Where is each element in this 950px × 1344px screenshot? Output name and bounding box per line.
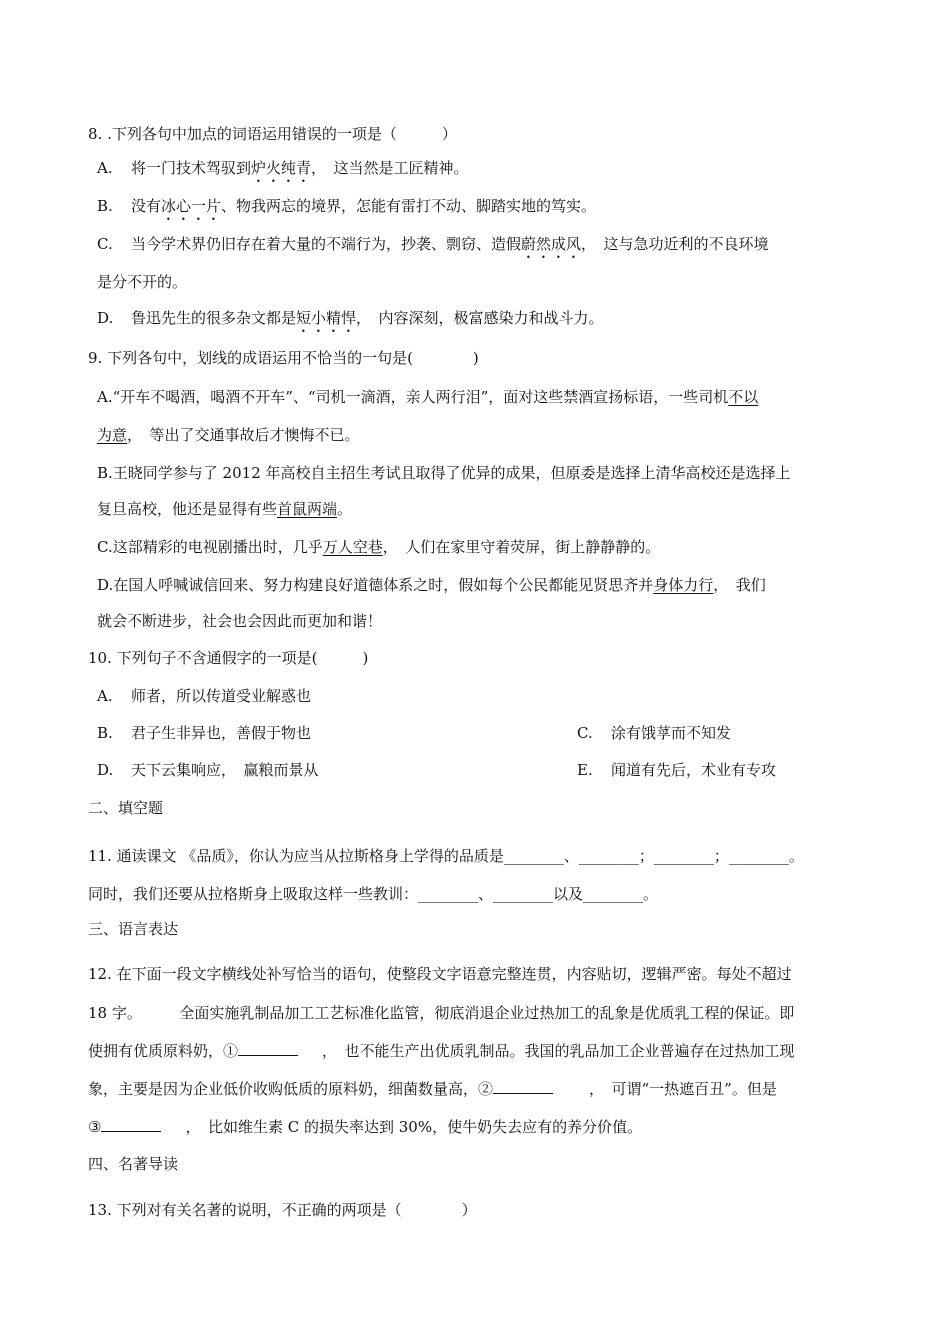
dotted-phrase: 炉火纯青	[251, 159, 312, 177]
underlined-idiom: 不以	[728, 388, 759, 406]
answer-blank-2[interactable]	[493, 1079, 553, 1094]
q9-option-b: B.王晓同学参与了 2012 年高校自主招生考试且取得了优异的成果，但原委是选择上清华高校还是选择上	[97, 464, 791, 482]
q12-line1: 12. 在下面一段文字横线处补写恰当的语句，使整段文字语意完整连贯，内容贴切，逻辑严密。每处不超过	[88, 965, 792, 983]
q9-option-a: A.“开车不喝酒，喝酒不开车”、“司机一滴酒，亲人两行泪”，面对这些禁酒宣扬标语，一些司机不以	[97, 388, 759, 406]
q11-line2: 同时，我们还要从拉格斯身上吸取这样一些教训：________、________以及________。	[88, 885, 659, 903]
underlined-idiom: 身体力行	[653, 576, 714, 594]
answer-blank-3[interactable]	[101, 1117, 161, 1132]
q9-stem: 9. 下列各句中，划线的成语运用不恰当的一句是( )	[88, 349, 479, 367]
q8-option-a: A. 将一门技术驾驭到炉火纯青， 这当然是工匠精神。	[97, 159, 469, 177]
q12-line4: 象，主要是因为企业低价收购低质的原料奶，细菌数量高，② ， 可谓“一热遮百丑”。但是	[88, 1080, 777, 1098]
dotted-phrase: 短小精悍	[296, 309, 357, 327]
q8-option-c-cont: 是分不开的。	[97, 273, 188, 291]
answer-blank-1[interactable]	[238, 1041, 298, 1056]
underlined-idiom: 万人空巷	[322, 538, 383, 556]
dotted-phrase: 蔚然成风	[521, 235, 582, 253]
q12-line5: ③ ， 比如维生素 C 的损失率达到 30%，使牛奶失去应有的养分价值。	[88, 1118, 643, 1136]
q10-option-e: E. 闻道有先后，术业有专攻	[577, 761, 777, 779]
section-heading-classics: 四、名著导读	[88, 1155, 179, 1173]
underlined-idiom: 首鼠两端	[277, 500, 338, 518]
q12-line3: 使拥有优质原料奶，① ， 也不能生产出优质乳制品。我国的乳品加工企业普遍存在过热加工现	[88, 1042, 795, 1060]
q13-stem: 13. 下列对有关名著的说明，不正确的两项是（ ）	[88, 1201, 477, 1219]
section-heading-language-expression: 三、语言表达	[88, 920, 179, 938]
q9-option-c: C.这部精彩的电视剧播出时，几乎万人空巷， 人们在家里守着荧屏，街上静静静的。	[97, 538, 661, 556]
q8-stem: 8. .下列各句中加点的词语运用错误的一项是（ ）	[88, 125, 457, 143]
q12-line2: 18 字。 全面实施乳制品加工工艺标准化监管，彻底消退企业过热加工的乱象是优质乳工程的保证。即	[88, 1004, 795, 1022]
q9-option-a-cont: 为意， 等出了交通事故后才懊悔不已。	[97, 426, 360, 444]
q10-option-c: C. 涂有饿莩而不知发	[577, 724, 732, 742]
q10-option-b: B. 君子生非异也，善假于物也	[97, 724, 312, 742]
q10-stem: 10. 下列句子不含通假字的一项是( )	[88, 649, 369, 667]
q9-option-d-cont: 就会不断进步，社会也会因此而更加和谐！	[97, 612, 383, 630]
q11-line1: 11. 通读课文 《品质》，你认为应当从拉斯格身上学得的品质是________、________；________；________。	[88, 847, 804, 865]
section-heading-fill-blank: 二、填空题	[88, 799, 164, 817]
q10-option-a: A. 师者，所以传道受业解惑也	[97, 687, 312, 705]
q8-option-b: B. 没有冰心一片、物我两忘的境界，怎能有雷打不动、脚踏实地的笃实。	[97, 197, 597, 215]
underlined-idiom: 为意	[97, 426, 128, 444]
q10-option-d: D. 天下云集响应， 赢粮而景从	[97, 761, 319, 779]
q9-option-d: D.在国人呼喊诚信回来、努力构建良好道德体系之时，假如每个公民都能见贤思齐并身体力行， 我们	[97, 576, 766, 594]
q8-option-d: D. 鲁迅先生的很多杂文都是短小精悍， 内容深刻，极富感染力和战斗力。	[97, 309, 604, 327]
q9-option-b-cont: 复旦高校，他还是显得有些首鼠两端。	[97, 500, 353, 518]
dotted-phrase: 冰心一片	[161, 197, 222, 215]
q8-option-c: C. 当今学术界仍旧存在着大量的不端行为，抄袭、剽窃、造假蔚然成风， 这与急功近利的不良环境	[97, 235, 769, 253]
